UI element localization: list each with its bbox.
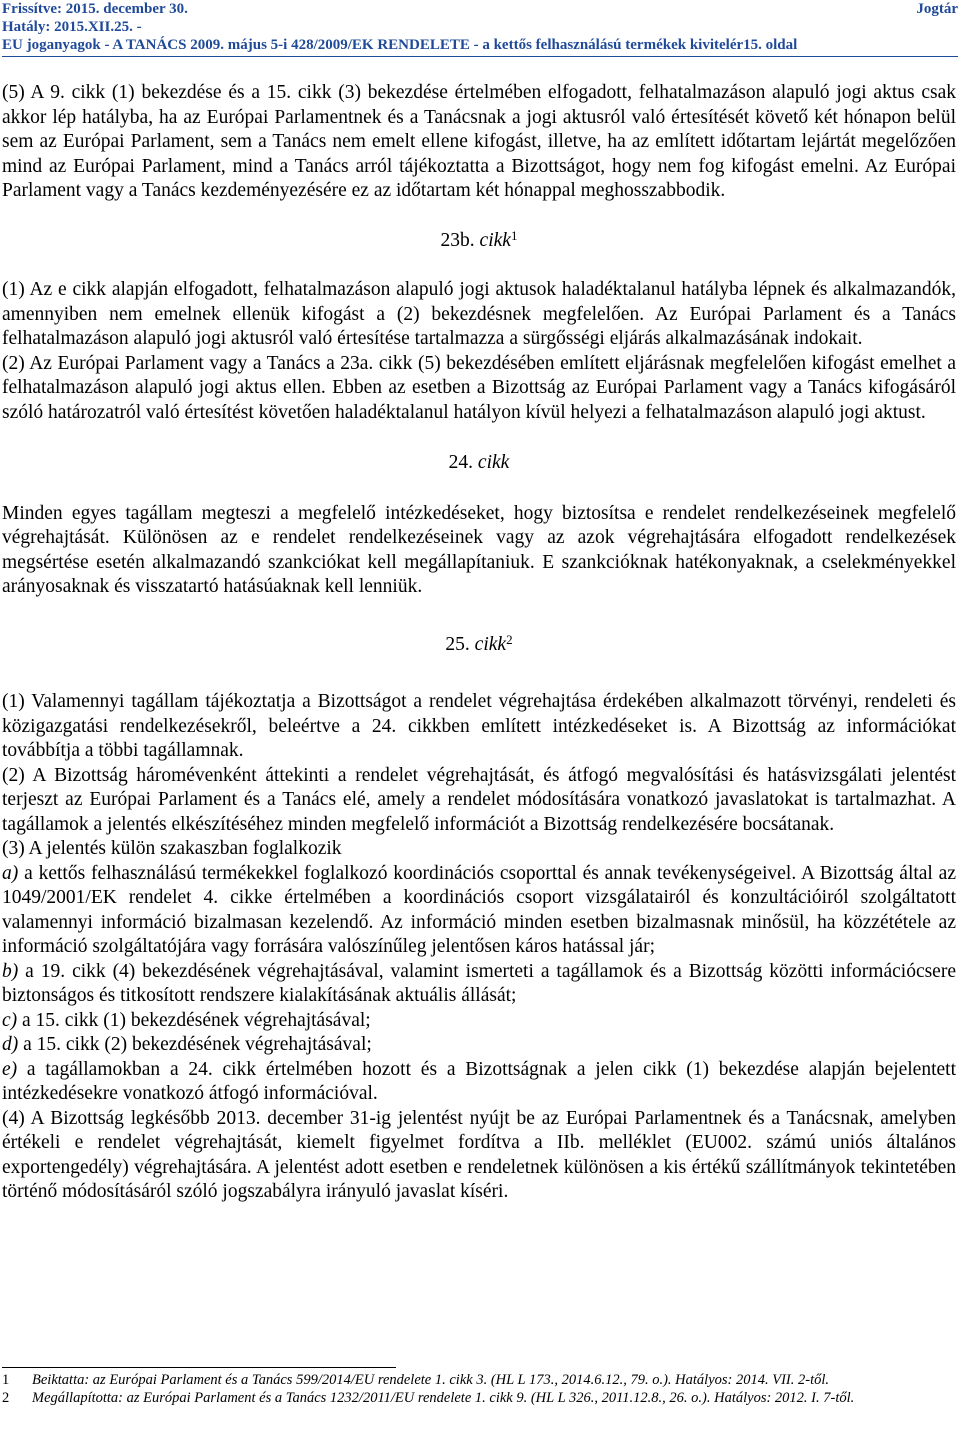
article-25-heading [2,633,956,658]
law-title: EU joganyagok - A TANÁCS 2009. május 5-i 428/2009/EK RENDELETE - a kettős felhasználású termékek kivitelér [2,37,744,53]
effective-date: Hatály: 2015.XII.25. - [2,19,142,35]
article-23b-heading [2,229,956,254]
point-text: a 15. cikk (1) bekezdésének végrehajtásával; [17,1009,371,1031]
footnote-2 [2,1390,956,1408]
brand-name: Jogtár [916,1,958,17]
footnote-text: Beiktatta: az Európai Parlament és a Tanács 599/2014/EU rendelete 1. cikk 3. (HL L 173., 2014.6.12., 79. o.). Hatályos: 2014. VII. 2-től. [32,1372,830,1388]
point-text: a 19. cikk (4) bekezdésének végrehajtásával, valamint ismerteti a tagállamok és a Bizottság közötti információcsere biztonságos és titkosított rendszere kialakításának aktuális állását; [2,960,956,1006]
point-text: a tagállamokban a 24. cikk értelmében hozott és a Bizottságnak a jelen cikk (1) bekezdése alapján bejelentett intézkedésekre vonatkozó átfogó információval. [2,1058,956,1104]
point-text: a kettős felhasználású termékekkel foglalkozó koordinációs csoporttal és annak tevékenységeivel. A Bizottság által az 1049/2001/EK rendelet 4. cikke értelmében a koordinációs csoport vizsgálatairól és konzultációiról szolgáltatott valamennyi információ bizalmasan kezelendő. Az információ minden esetben bizalmasnak minősül, ha közzététele az információ szolgáltatójára vagy forrására valószínűleg jelentősen káros hatással jár; [2,862,956,957]
article-23b-para-1: (1) Az e cikk alapján elfogadott, felhatalmazáson alapuló jogi aktusok haladéktalanul hatályba lépnek és alkalmazandók, amennyiben nem emelnek ellenük kifogást a (2) bekezdésnek megfelelően. Az Európai Parlament és a Tanács felhatalmazáson alapuló jogi aktusról való értesítése tartalmazza a sürgősségi eljárás alkalmazásának indokait. [2,279,956,349]
article-24-heading [2,451,956,476]
footnote-number: 2 [2,1389,10,1406]
header-divider [2,56,958,57]
article-25-point-e [2,1058,956,1107]
point-label: b) [2,960,19,982]
updated-date: Frissítve: 2015. december 30. [2,1,188,17]
footnote-divider [2,1367,396,1368]
article-number: 24. [448,452,478,473]
footnotes [2,1372,956,1407]
article-word: cikk [474,633,507,655]
article-25-point-c [2,1009,956,1034]
point-label: d) [2,1034,19,1055]
article-25-point-d [2,1033,956,1058]
article-25-para-4: (4) A Bizottság legkésőbb 2013. december 31-ig jelentést nyújt be az Európai Parlamentnek és a Tanácsnak, amelyben értékeli e rendelet végrehajtását, kiemelt figyelmet fordítva a IIb. melléklet (EU002. számú uniós általános exportengedély) végrehajtására. A jelentést adott esetben e rendeletnek különösen a kis értékű szállítmányok tekintetében történő módosításáról szóló jogszabályra irányuló javaslat kíséri. [2,1107,956,1202]
article-23b-para-2: (2) Az Európai Parlament vagy a Tanács a 23a. cikk (5) bekezdésében említett eljárásnak megfelelően kifogást emelhet a felhatalmazáson alapuló jogi aktus ellen. Ebben az esetben a Bizottság az Európai Parlament vagy a Tanács kifogásáról szóló határozatról való értesítést követően haladéktalanul hatályon kívül helyezi a felhatalmazáson alapuló jogi aktust. [2,352,956,423]
page-number: 15. oldal [743,37,798,53]
article-word: cikk [477,452,510,473]
point-label: a) [2,862,19,884]
article-25-point-a [2,862,956,960]
footnote-1 [2,1372,956,1390]
footnote-ref-2[interactable]: 2 [506,631,513,647]
article-number: 25. [445,633,475,655]
paragraph-5: (5) A 9. cikk (1) bekezdése és a 15. cikk (3) bekezdése értelmében elfogadott, felhatalmazáson alapuló jogi aktus csak akkor lép hatályba, ha az Európai Parlamentnek és a Tanácsnak a jogi aktusról való értesítését követő két hónapon belül sem az Európai Parlament, sem a Tanács nem emelt ellene kifogást, illetve, ha az említett időtartam lejártát megelőzően mind az Európai Parlament, mind a Tanács arról tájékoztatta a Bizottságot, hogy nem fog kifogást emelni. Az Európai Parlament vagy a Tanács kezdeményezésére ez az időtartam két hónappal meghosszabbodik. [2,82,956,201]
article-24-para-1: Minden egyes tagállam megteszi a megfelelő intézkedéseket, hogy biztosítsa e rendelet rendelkezéseinek megfelelő végrehajtását. Különösen az e rendelet rendelkezéseinek vagy az azok végrehajtására elfogadott rendelkezések megsértése esetén alkalmazandó szankciókat kell megállapítaniuk. E szankcióknak hatékonyaknak, a cselekményekkel arányosaknak és visszatartó hatásúaknak kell lenniük. [2,502,956,597]
point-label: c) [2,1009,18,1031]
footnote-number: 1 [2,1372,10,1388]
footnote-ref-1[interactable]: 1 [510,227,518,243]
point-text: a 15. cikk (2) bekezdésének végrehajtásával; [18,1034,372,1055]
article-25-para-2: (2) A Bizottság háromévenként áttekinti a rendelet végrehajtását, és átfogó megvalósítási és hatásvizsgálati jelentést terjeszt az Európai Parlament és a Tanács elé, amely a rendelet módosítására vonatkozó javaslatokat is tartalmazhat. A tagállamok a jelentés elkészítéséhez minden megfelelő információt a Bizottság rendelkezésére bocsátanak. [2,764,956,835]
article-word: cikk [479,229,511,251]
article-25-para-3: (3) A jelentés külön szakaszban foglalkozik [2,838,342,859]
page-header [2,0,958,54]
article-25-point-b [2,960,956,1009]
document-body [2,81,956,1205]
footnote-text: Megállapította: az Európai Parlament és a Tanács 1232/2011/EU rendelete 1. cikk 9. (HL L 326., 2011.12.8., 26. o.). Hatályos: 2012. I. 7-től. [32,1389,855,1406]
point-label: e) [2,1058,18,1080]
article-25-para-1: (1) Valamennyi tagállam tájékoztatja a Bizottságot a rendelet végrehajtása érdekében alkalmazott törvényi, rendeleti és közigazgatási rendelkezésekről, beleértve a 24. cikkben említett intézkedéseket is. A Bizottság az információkat továbbítja a többi tagállamnak. [2,691,956,761]
article-number: 23b. [440,229,480,251]
